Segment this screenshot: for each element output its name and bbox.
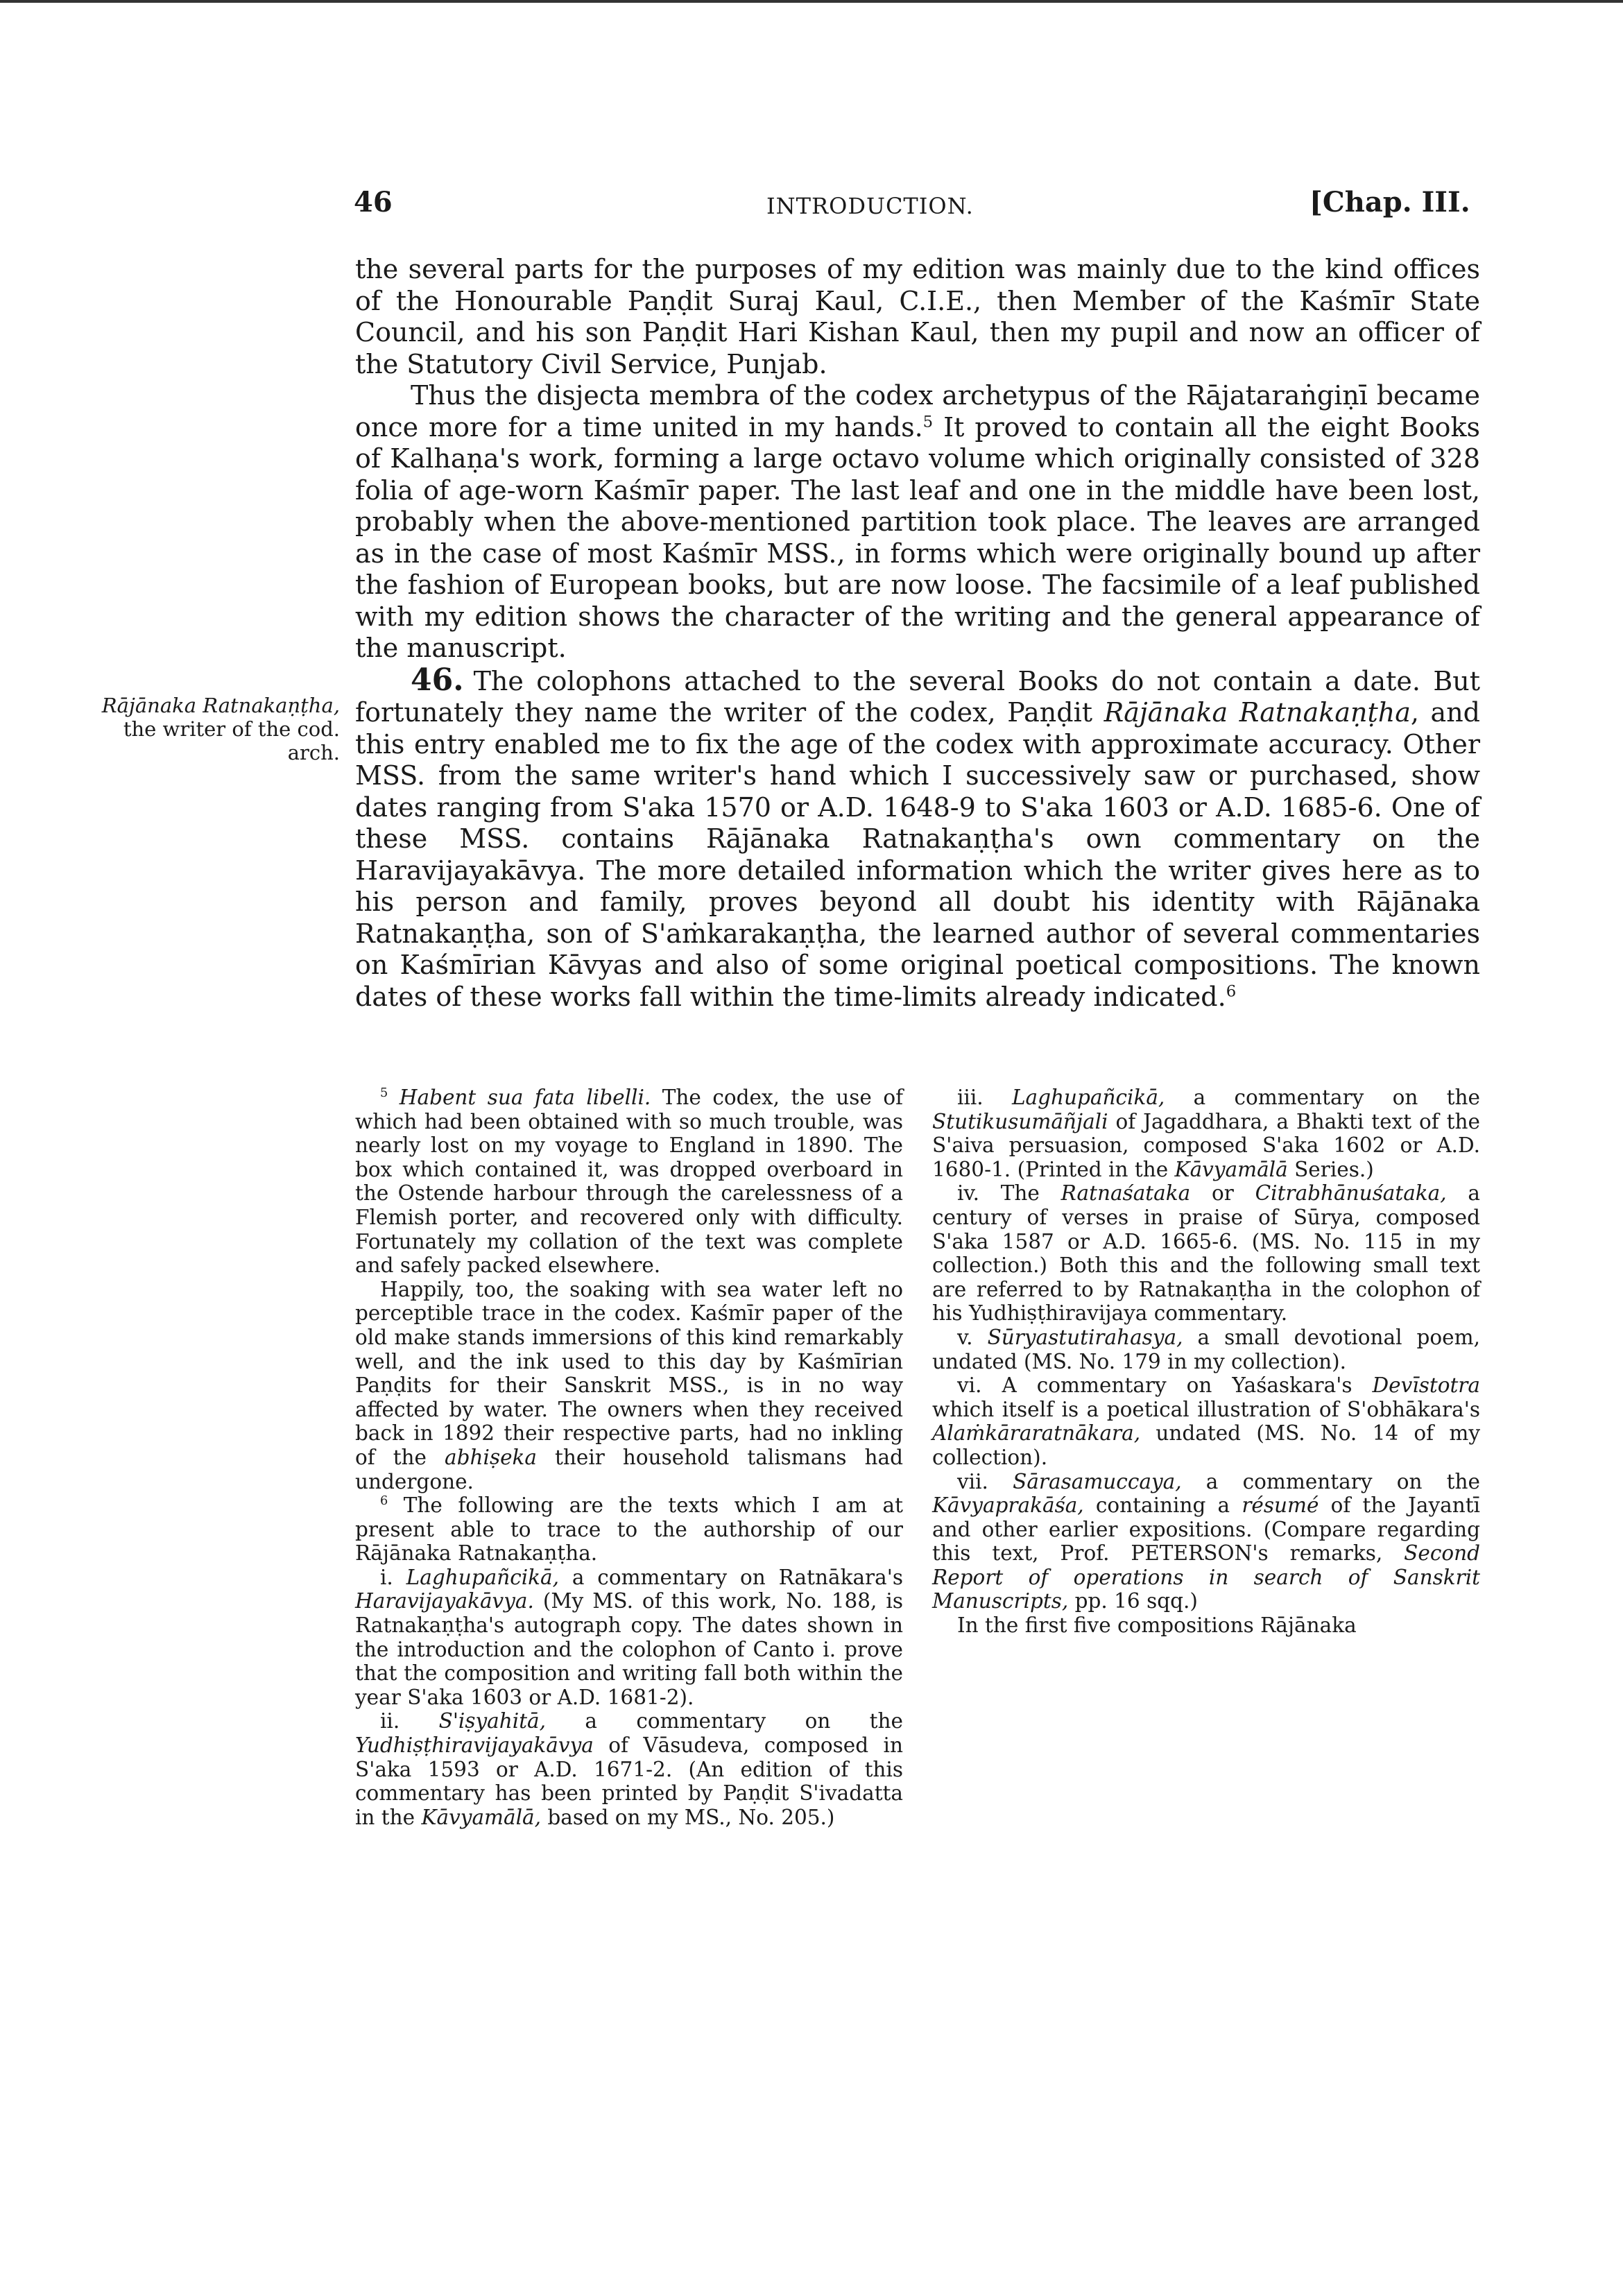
footnote-6-text: The following are the texts which I am at present able to trace to the authorship of our Rājānaka Ratnakaṇṭha. <box>355 1493 903 1566</box>
footnote-column-left <box>355 1086 903 1829</box>
item-vi-text-a: vi. A commentary on Yaśaskara's <box>957 1373 1373 1398</box>
item-iii-title: Laghupañcikā, <box>1011 1086 1165 1109</box>
item-v-text-a: a small devotional poem, undated (MS. No. 179 in my collection). <box>932 1325 1480 1373</box>
writer-name: Rājānaka Ratnakaṇṭha <box>1104 697 1411 728</box>
paragraph-3-text-a: The colophons attached to the several Books do not contain a date. But fortunately they name the writer of the codex, Paṇḍit <box>355 665 1480 728</box>
paragraph-3 <box>355 662 1481 1013</box>
item-v-label: v. <box>957 1325 988 1349</box>
item-v-title: Sūryastutirahasya, <box>987 1325 1183 1349</box>
item-iii-text-a: a commentary on the <box>1165 1086 1480 1109</box>
footnote-column-right <box>932 1086 1480 1829</box>
footnote-6 <box>355 1493 903 1566</box>
footnotes <box>355 1086 1480 1829</box>
paragraph-2-text-a: Thus the disjecta membra of the codex archetypus of the Rājataraṅgiṇī became once more for a time united in my hands. <box>355 380 1480 443</box>
footnote-ref-5: 5 <box>922 412 934 431</box>
item-vii-label: vii. <box>957 1469 1013 1493</box>
item-vii-text-a: a commentary on the <box>1181 1469 1480 1493</box>
footnote-item-vii <box>932 1470 1480 1614</box>
footnote-item-ii <box>355 1709 903 1829</box>
footnote-item-iii <box>932 1086 1480 1181</box>
footnote-6-marker: 6 <box>380 1494 388 1509</box>
footnote-ref-6: 6 <box>1226 982 1237 1000</box>
page-top-edge <box>0 0 1623 3</box>
item-vii-text-b: containing a <box>1083 1493 1242 1518</box>
footnote-item-v <box>932 1326 1480 1373</box>
footnote-5-marker: 5 <box>380 1086 388 1101</box>
footnote-5 <box>355 1086 903 1278</box>
running-title: INTRODUCTION. <box>766 193 974 219</box>
item-ii-title-3: Kāvyamālā, <box>421 1805 542 1829</box>
item-iii-title-3: Kāvyamālā <box>1174 1157 1288 1181</box>
footnote-5-text: The codex, the use of which had been obtained with so much trouble, was nearly lost on my voyage to England in 1890. The box which contained it, was dropped overboard in the Ostende harbour through the carelessness of a Flemish porter, and recovered only with difficulty. Fortunately my collation of the text was complete and safely packed elsewhere. <box>355 1086 903 1278</box>
paragraph-2-text-b: It proved to contain all the eight Books of Kalhaṇa's work, forming a large octavo volume which originally consisted of 328 folia of age-worn Kaśmīr paper. The last leaf and one in the middle have been lost, probably when the above-mentioned partition took place. The leaves are arranged as in the case of most Kaśmīr MSS., in forms which were originally bound up after the fashion of European books, but are now loose. The facsimile of a leaf published with my edition shows the character of the writing and the general appearance of the manuscript. <box>355 411 1480 663</box>
item-i-title-2: Haravijayakāvya. <box>355 1589 534 1613</box>
paragraph-1: the several parts for the purposes of my edition was mainly due to the kind offices of the Honourable Paṇḍit Suraj Kaul, C.I.E., then Member of the Kaśmīr State Council, and his son Paṇḍit Hari Kishan Kaul, then my pupil and now an officer of the Statutory Civil Service, Punjab. <box>355 254 1480 379</box>
item-iii-text-b: of Jagaddhara, a Bhakti text of the S'aiva persuasion, composed S'aka 1602 or A.D. 1680-1. (Printed in the <box>932 1109 1480 1181</box>
footnote-last-line: In the first five compositions Rājānaka <box>957 1613 1357 1638</box>
paragraph-3-text-b: , and this entry enabled me to fix the age of the codex with approximate accuracy. Other MSS. from the same writer's hand which I successively saw or purchased, show dates ranging from S'aka 1570 or A.D. 1648-9 to S'aka 1603 or A.D. 1685-6. One of these MSS. contains Rājānaka Ratnakaṇṭha's own commentary on the Haravijayakāvya. The more detailed information which the writer gives here as to his person and family, proves beyond all doubt his identity with Rājānaka Ratnakaṇṭha, son of S'aṁkarakaṇṭha, the learned author of several commentaries on Kaśmīrian Kāvyas and also of some original poetical compositions. The known dates of these works fall within the time-limits already indicated. <box>355 697 1481 1012</box>
item-ii-text-b: of Vāsudeva, composed in S'aka 1593 or A.D. 1671-2. (An edition of this commentary has been printed by Paṇḍit S'ivadatta in the <box>355 1733 903 1829</box>
item-iv-title: Ratnaśataka <box>1060 1181 1191 1206</box>
item-ii-title-2: Yudhiṣṭhiravijayakāvya <box>355 1733 594 1758</box>
paragraph-2 <box>355 380 1480 665</box>
item-vii-text-d: pp. 16 sqq.) <box>1068 1589 1198 1613</box>
item-vii-title-2: Kāvyaprakāśa, <box>932 1493 1084 1518</box>
footnote-item-vi <box>932 1373 1480 1469</box>
item-iii-title-2: Stutikusumāñjali <box>932 1109 1108 1133</box>
footnote-5-paragraph-2 <box>355 1278 903 1493</box>
item-iv-text-b: a century of verses in praise of Sūrya, composed S'aka 1587 or A.D. 1665-6. (MS. No. 115 in my collection.) Both this and the following small text are referred to by Ratnakaṇṭha in the colophon of his Yudhiṣṭhiravijaya commentary. <box>932 1181 1480 1326</box>
marginal-note-title: Rājānaka Ratnakaṇṭha, <box>101 694 340 717</box>
item-iii-label: iii. <box>957 1086 1012 1109</box>
main-text <box>355 254 1480 1013</box>
chapter-label: [Chap. III. <box>1309 186 1470 219</box>
item-ii-title: S'iṣyahitā, <box>438 1709 547 1733</box>
section-number: 46. <box>411 662 464 698</box>
page-number: 46 <box>354 186 393 219</box>
item-ii-text-a: a commentary on the <box>546 1709 903 1733</box>
item-vi-title-2: Alaṁkāraratnākara, <box>932 1421 1141 1446</box>
item-iii-text-c: Series.) <box>1287 1157 1374 1181</box>
item-vii-title-3: résumé <box>1242 1493 1319 1518</box>
item-vi-title: Devīstotra <box>1372 1373 1480 1398</box>
item-iv-text-a: or <box>1190 1181 1255 1206</box>
item-iv-title-2: Citrabhānuśataka, <box>1255 1181 1447 1206</box>
marginal-note-text: the writer of the cod. arch. <box>123 717 340 764</box>
item-i-text-b: (My MS. of this work, No. 188, is Ratnakaṇṭha's autograph copy. The dates shown in the introduction and the colophon of Canto i. prove that the composition and writing fall both within the year S'aka 1603 or A.D. 1681-2). <box>355 1589 903 1709</box>
marginal-note <box>97 694 340 764</box>
footnote-5-p2-em: abhiṣeka <box>445 1445 538 1469</box>
item-i-label: i. <box>380 1565 406 1589</box>
footnote-5-p2-text-a: Happily, too, the soaking with sea water left no perceptible trace in the codex. Kaśmīr paper of the old make stands immersions of this kind remarkably well, and the ink used to this day by Kaśmīrian Paṇḍits for their Sanskrit MSS., is in no way affected by water. The owners when they received back in 1892 their respective parts, had no inkling of the <box>355 1277 903 1469</box>
item-vi-text-b: which itself is a poetical illustration of S'obhākara's <box>932 1397 1480 1421</box>
footnote-item-iv <box>932 1181 1480 1326</box>
footnote-item-i <box>355 1566 903 1710</box>
item-vii-title-4: Second Report of operations in search of Sanskrit Manuscripts, <box>932 1541 1480 1613</box>
item-ii-label: ii. <box>380 1709 439 1733</box>
item-vii-text-c: of the Jayantī and other earlier expositions. (Compare regarding this text, Prof. PETERSON's remarks, <box>932 1493 1480 1566</box>
item-vii-title: Sārasamuccaya, <box>1013 1469 1182 1493</box>
item-i-title: Laghupañcikā, <box>406 1565 559 1589</box>
item-vi-text-c: undated (MS. No. 14 of my collection). <box>932 1421 1480 1469</box>
item-iv-label: iv. The <box>957 1181 1061 1206</box>
item-ii-text-c: based on my MS., No. 205.) <box>541 1805 835 1829</box>
footnote-5-motto: Habent sua fata libelli. <box>399 1086 651 1109</box>
item-i-text-a: a commentary on Ratnākara's <box>559 1565 903 1589</box>
footnote-5-p2-text-b: their household talismans had undergone. <box>355 1445 904 1493</box>
